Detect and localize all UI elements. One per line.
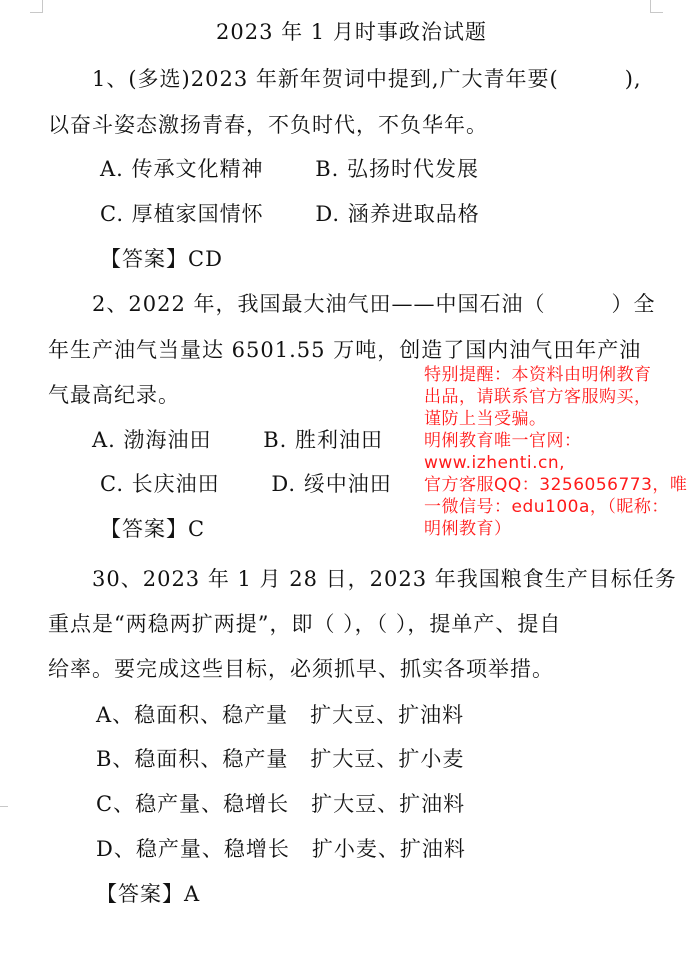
q30-option-c: C、稳产量、稳增长 扩大豆、扩油料 (96, 792, 466, 816)
watermark-line: 明俐教育） (424, 519, 512, 539)
watermark-line: 出品，请联系官方客服购买， (424, 387, 652, 407)
q30-line-1: 30、2023 年 1 月 28 日，2023 年我国粮食生产目标任务 (92, 567, 677, 591)
watermark-notice (424, 364, 686, 540)
page-corner-mark-left (30, 0, 43, 13)
watermark-url: www.izhenti.cn, (424, 453, 566, 473)
q2-options-row-1: A. 渤海油田 B. 胜利油田 (92, 428, 383, 452)
q2-line-3: 气最高纪录。 (48, 383, 180, 407)
q1-options-row-1: A. 传承文化精神 B. 弘扬时代发展 (100, 157, 479, 181)
q30-option-b: B、稳面积、稳产量 扩大豆、扩小麦 (96, 747, 465, 771)
q2-answer: 【答案】C (100, 517, 206, 541)
watermark-line: 谨防上当受骗。 (424, 409, 547, 429)
q2-line-1: 2、2022 年，我国最大油气田——中国石油（ ）全 (92, 292, 656, 316)
q1-answer: 【答案】CD (100, 247, 223, 271)
q30-line-3: 给率。要完成这些目标，必须抓早、抓实各项举措。 (48, 657, 554, 681)
q2-options-row-2: C. 长庆油田 D. 绥中油田 (100, 472, 392, 496)
document-title: 2023 年 1 月时事政治试题 (216, 20, 487, 44)
q1-options-row-2: C. 厚植家国情怀 D. 涵养进取品格 (100, 202, 480, 226)
q30-option-d: D、稳产量、稳增长 扩小麦、扩油料 (96, 837, 466, 861)
page-corner-mark-right (650, 0, 663, 13)
q30-line-2: 重点是“两稳两扩两提”，即（ ），（ ），提单产、提自 (48, 612, 562, 636)
q30-answer: 【答案】A (96, 882, 201, 906)
watermark-line: 特别提醒：本资料由明俐教育 (424, 365, 652, 385)
q2-line-2: 年生产油气当量达 6501.55 万吨，创造了国内油气田年产油 (48, 338, 642, 362)
page-margin-tick (0, 806, 8, 807)
watermark-line: 明俐教育唯一官网： (424, 431, 582, 451)
watermark-line: 官方客服QQ：3256056773，唯 (424, 475, 688, 495)
q1-line-1: 1、(多选)2023 年新年贺词中提到,广大青年要( ), (92, 67, 642, 91)
q1-line-2: 以奋斗姿态激扬青春，不负时代，不负华年。 (48, 113, 488, 137)
q30-option-a: A、稳面积、稳产量 扩大豆、扩油料 (96, 703, 465, 727)
watermark-line: 一微信号：edu100a，（昵称： (424, 497, 669, 517)
